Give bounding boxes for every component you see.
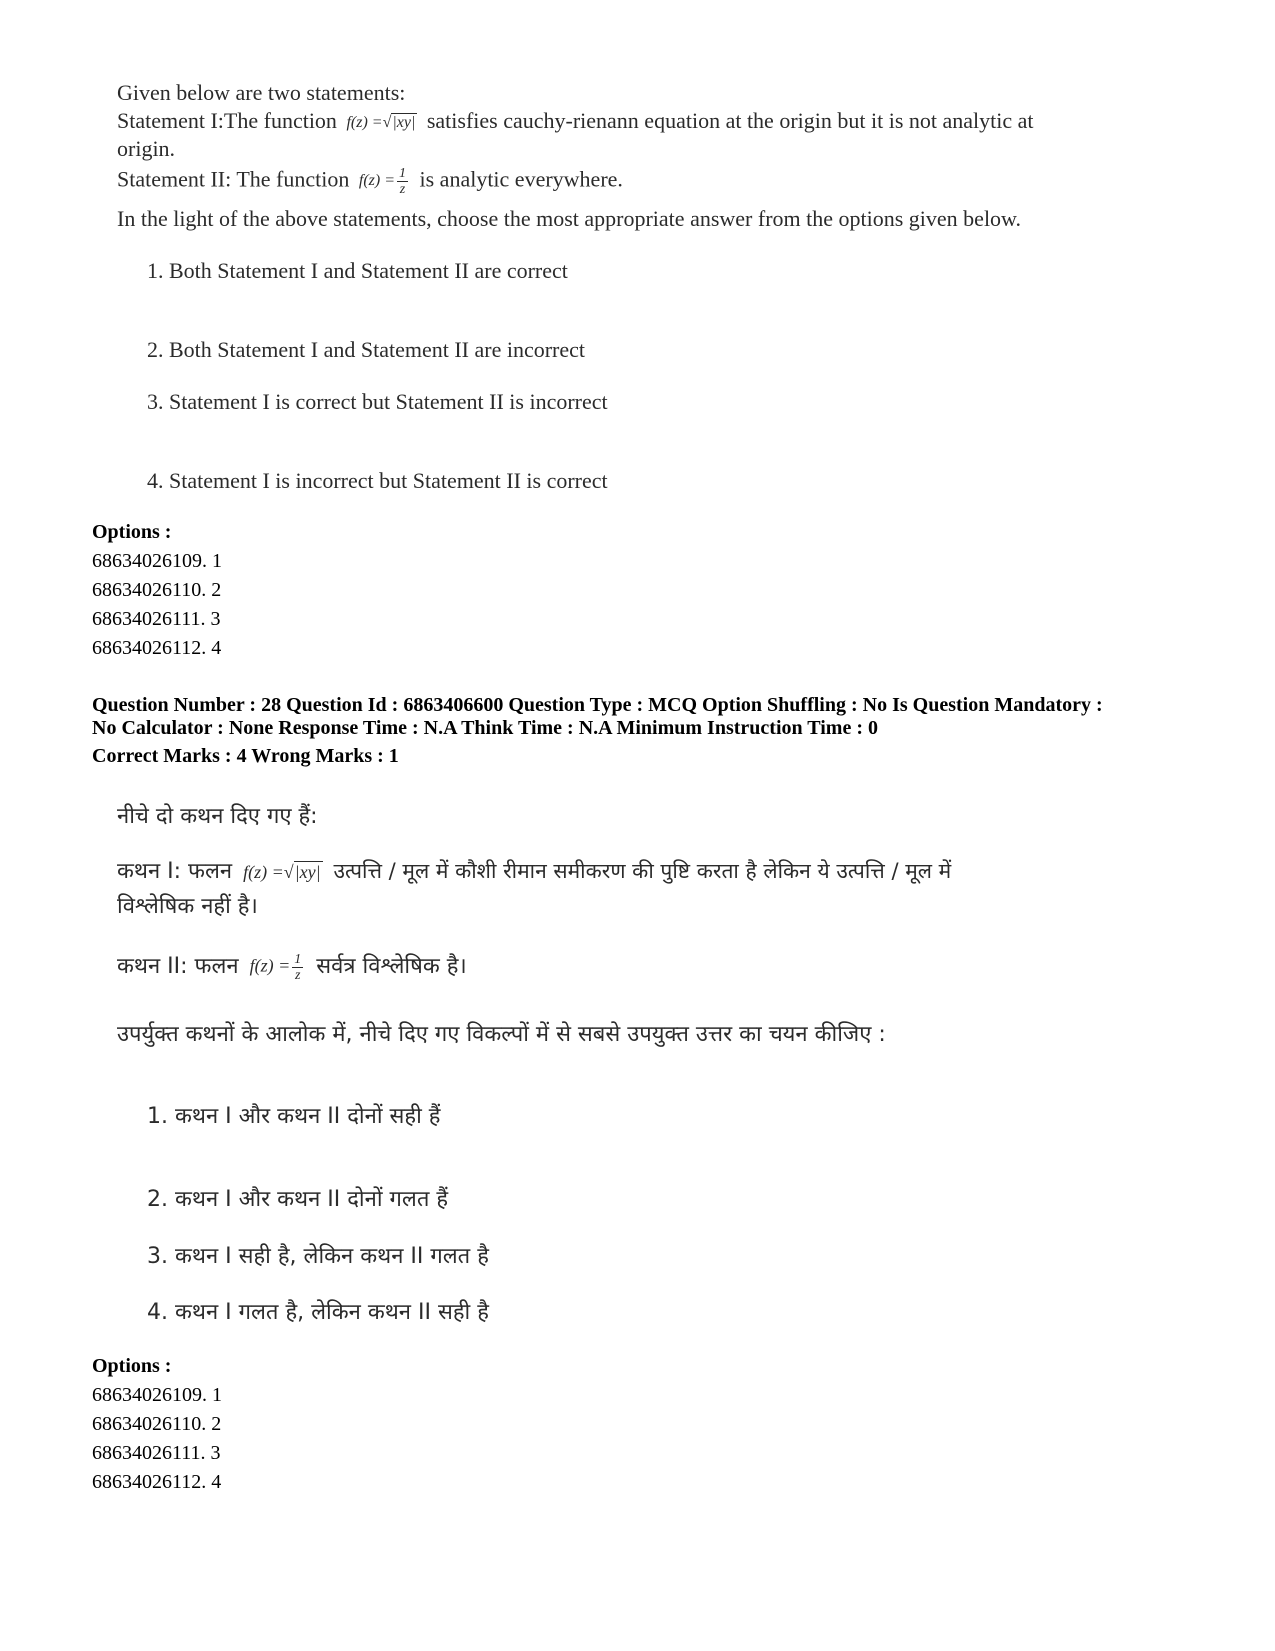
choice-item: 1. Both Statement I and Statement II are correct bbox=[147, 258, 568, 283]
choice-item: 4. Statement I is incorrect but Statement II is correct bbox=[147, 468, 608, 493]
hindi-statement-1: कथन I: फलन f(z) =√|xy| उत्पत्ति / मूल में कौशी रीमान समीकरण की पुष्टि करता है लेकिन ये उत्पत्ति / मूल में bbox=[117, 859, 952, 884]
hindi-statement-2: कथन II: फलन f(z) = $\frac{1}{z}$ सर्वत्र विश्लेषिक है। bbox=[117, 951, 467, 983]
question-meta-line-1: Question Number : 28 Question Id : 6863406600 Question Type : MCQ Option Shuffling : No Is Question Mandatory : bbox=[92, 694, 1103, 716]
statement-1-continuation: origin. bbox=[117, 136, 176, 161]
option-id: 68634026109. 1 bbox=[92, 550, 222, 572]
hindi-statement-2-formula: f(z) = $\frac{1}{z}$ bbox=[249, 951, 302, 983]
option-id: 68634026110. 2 bbox=[92, 1413, 222, 1435]
statement-2 bbox=[117, 166, 623, 197]
option-id: 68634026112. 4 bbox=[92, 637, 222, 659]
question-intro: Given below are two statements: bbox=[117, 80, 406, 105]
hindi-choice-item: 4. कथन I गलत है, लेकिन कथन II सही है bbox=[147, 1300, 489, 1325]
hindi-statement-1-continuation: विश्लेषिक नहीं है। bbox=[117, 894, 258, 919]
statement-2-prefix: Statement II: The function bbox=[117, 166, 350, 192]
options-heading: Options : bbox=[92, 1355, 172, 1377]
option-id: 68634026112. 4 bbox=[92, 1471, 222, 1493]
option-id: 68634026109. 1 bbox=[92, 1384, 222, 1406]
hindi-choice-item: 2. कथन I और कथन II दोनों गलत हैं bbox=[147, 1187, 449, 1212]
question-meta-line-2: No Calculator : None Response Time : N.A Think Time : N.A Minimum Instruction Time : 0 bbox=[92, 717, 878, 739]
statement-1-formula: f(z) =√|xy| bbox=[346, 114, 416, 132]
statement-1-prefix: Statement I:The function bbox=[117, 108, 337, 133]
question-instruction: In the light of the above statements, choose the most appropriate answer from the options given below. bbox=[117, 206, 1022, 231]
hindi-choice-item: 1. कथन I और कथन II दोनों सही हैं bbox=[147, 1104, 441, 1129]
statement-2-suffix: is analytic everywhere. bbox=[419, 166, 623, 192]
options-block bbox=[92, 518, 222, 663]
option-id: 68634026111. 3 bbox=[92, 608, 221, 630]
option-id: 68634026110. 2 bbox=[92, 579, 222, 601]
statement-1-suffix: satisfies cauchy-rienann equation at the origin but it is not analytic at bbox=[426, 108, 1034, 133]
statement-2-formula: f(z) = $\frac{1}{z}$ bbox=[358, 166, 406, 197]
hindi-question-intro: नीचे दो कथन दिए गए हैं: bbox=[117, 804, 318, 829]
choice-item: 3. Statement I is correct but Statement II is incorrect bbox=[147, 389, 608, 414]
options-heading: Options : bbox=[92, 521, 172, 543]
hindi-statement-1-formula: f(z) =√|xy| bbox=[243, 862, 321, 882]
question-meta-marks: Correct Marks : 4 Wrong Marks : 1 bbox=[92, 745, 399, 767]
statement-1 bbox=[117, 108, 1034, 134]
hindi-choice-item: 3. कथन I सही है, लेकिन कथन II गलत है bbox=[147, 1244, 489, 1269]
options-block bbox=[92, 1352, 222, 1497]
choice-item: 2. Both Statement I and Statement II are incorrect bbox=[147, 337, 586, 362]
hindi-question-instruction: उपर्युक्त कथनों के आलोक में, नीचे दिए गए विकल्पों में से सबसे उपयुक्त उत्तर का चयन कीजिए : bbox=[117, 1022, 886, 1047]
option-id: 68634026111. 3 bbox=[92, 1442, 221, 1464]
